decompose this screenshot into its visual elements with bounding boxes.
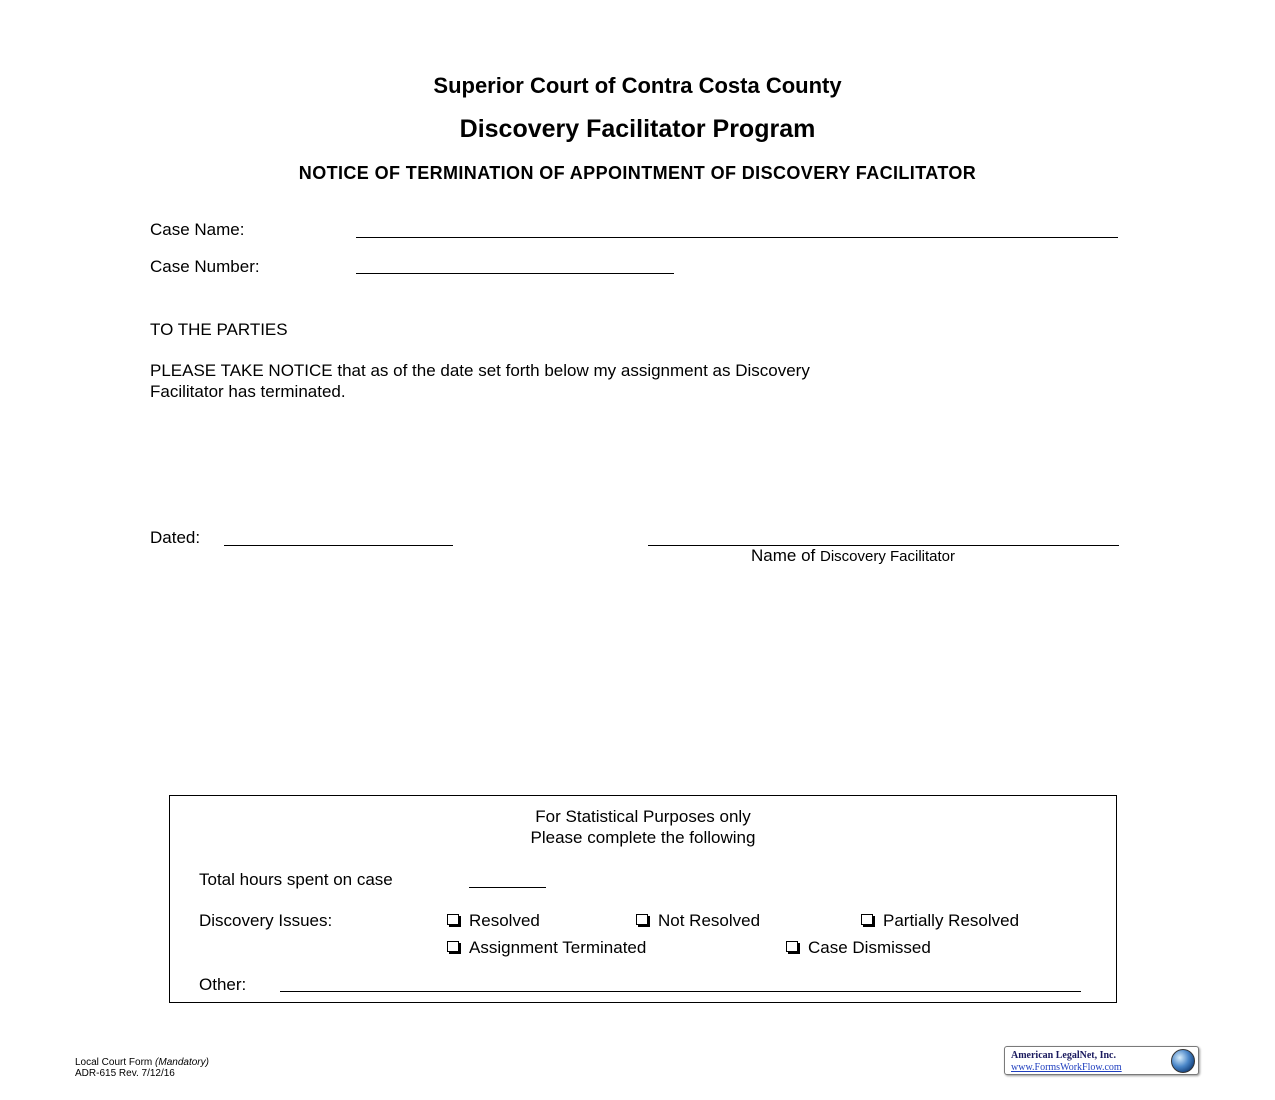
case-name-label: Case Name: [150, 220, 245, 239]
case-name-field[interactable] [356, 237, 1118, 238]
salutation: TO THE PARTIES [150, 320, 288, 339]
discovery-issues-label: Discovery Issues: [199, 911, 333, 930]
facilitator-caption-name-of: Name of [751, 546, 816, 565]
case-number-field[interactable] [356, 273, 674, 274]
statistics-heading-1: For Statistical Purposes only [535, 807, 751, 826]
other-field[interactable] [280, 991, 1081, 992]
dated-label: Dated: [150, 528, 201, 547]
option-resolved[interactable] [447, 911, 540, 931]
footer-form-number: ADR-615 Rev. 7/12/16 [75, 1068, 175, 1079]
option-case-dismissed[interactable] [786, 938, 931, 958]
total-hours-field[interactable] [469, 887, 546, 888]
case-number-label: Case Number: [150, 257, 260, 276]
facilitator-name-caption [751, 546, 955, 566]
option-case-dismissed-label: Case Dismissed [808, 938, 931, 957]
other-label: Other: [199, 975, 247, 994]
option-partially-resolved[interactable] [861, 911, 1019, 931]
notice-title: NOTICE OF TERMINATION OF APPOINTMENT OF DISCOVERY FACILITATOR [298, 163, 977, 183]
logo-url-link[interactable]: www.FormsWorkFlow.com [1011, 1062, 1122, 1073]
option-not-resolved[interactable] [636, 911, 760, 931]
option-resolved-label: Resolved [469, 911, 540, 930]
footer-form-type [75, 1057, 209, 1068]
footer-form-type-text: Local Court Form [75, 1057, 153, 1068]
checkbox-case-dismissed[interactable] [786, 941, 798, 952]
total-hours-label: Total hours spent on case [199, 870, 393, 889]
program-title: Discovery Facilitator Program [459, 115, 816, 143]
court-name: Superior Court of Contra Costa County [433, 73, 842, 98]
notice-text-line-2: Facilitator has terminated. [150, 382, 346, 401]
statistics-heading-2: Please complete the following [530, 828, 756, 847]
checkbox-partially-resolved[interactable] [861, 914, 873, 925]
dated-field[interactable] [224, 545, 453, 546]
facilitator-caption-title: Discovery Facilitator [819, 548, 956, 565]
logo-company-name: American LegalNet, Inc. [1011, 1050, 1116, 1061]
checkbox-resolved[interactable] [447, 914, 459, 925]
option-not-resolved-label: Not Resolved [658, 911, 761, 930]
option-assignment-terminated[interactable] [447, 938, 646, 958]
option-partially-resolved-label: Partially Resolved [883, 911, 1020, 930]
statistics-box [169, 795, 1117, 1003]
option-assignment-terminated-label: Assignment Terminated [469, 938, 647, 957]
notice-text-line-1: PLEASE TAKE NOTICE that as of the date set forth below my assignment as Discovery [150, 361, 810, 380]
checkbox-assignment-terminated[interactable] [447, 941, 459, 952]
footer-form-note: (Mandatory) [155, 1057, 209, 1068]
checkbox-not-resolved[interactable] [636, 914, 648, 925]
globe-icon [1171, 1049, 1195, 1073]
american-legalnet-logo[interactable] [1004, 1046, 1199, 1075]
